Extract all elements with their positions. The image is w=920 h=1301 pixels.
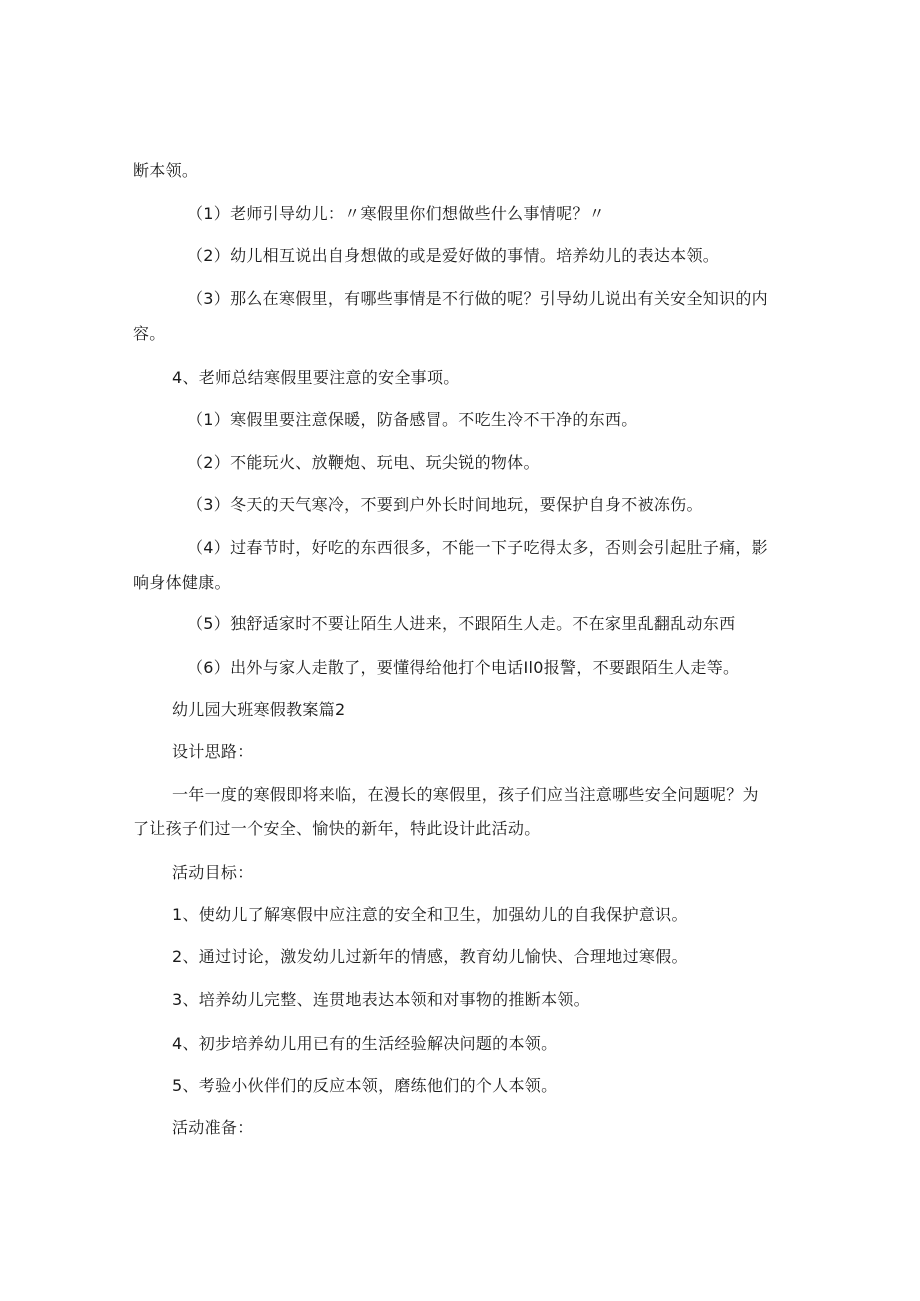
text-line: （1）寒假里要注意保暖，防备感冒。不吃生冷不干净的东西。 xyxy=(187,410,638,429)
text-line: 设计思路： xyxy=(172,742,254,761)
text-line: （2）不能玩火、放鞭炮、玩电、玩尖锐的物体。 xyxy=(187,453,540,472)
section-heading: 幼儿园大班寒假教案篇2 xyxy=(172,700,346,719)
text-line: 一年一度的寒假即将来临，在漫长的寒假里，孩子们应当注意哪些安全问题呢？为 xyxy=(172,785,759,804)
text-line: 活动准备： xyxy=(172,1118,254,1137)
text-line: 2、通过讨论，激发幼儿过新年的情感，教育幼儿愉快、合理地过寒假。 xyxy=(172,947,688,966)
text-line: 断本领。 xyxy=(133,161,199,180)
text-line: （4）过春节时，好吃的东西很多，不能一下子吃得太多，否则会引起肚子痛，影 xyxy=(187,538,768,557)
text-line: （1）老师引导幼儿：〃寒假里你们想做些什么事情呢？〃 xyxy=(187,204,605,223)
text-line: 4、初步培养幼儿用已有的生活经验解决问题的本领。 xyxy=(172,1034,558,1053)
text-line: 了让孩子们过一个安全、愉快的新年，特此设计此活动。 xyxy=(133,819,541,838)
text-line: （5）独舒适家时不要让陌生人进来，不跟陌生人走。不在家里乱翻乱动东西 xyxy=(187,614,736,633)
text-line: 5、考验小伙伴们的反应本领，磨练他们的个人本领。 xyxy=(172,1076,558,1095)
text-line: （2）幼儿相互说出自身想做的或是爱好做的事情。培养幼儿的表达本领。 xyxy=(187,246,720,265)
text-line: 响身体健康。 xyxy=(133,573,231,592)
text-line: 活动目标： xyxy=(172,863,254,882)
text-line: 3、培养幼儿完整、连贯地表达本领和对事物的推断本领。 xyxy=(172,990,590,1009)
text-line: 容。 xyxy=(133,324,166,343)
text-line: （3）那么在寒假里，有哪些事情是不行做的呢？引导幼儿说出有关安全知识的内 xyxy=(187,289,768,308)
text-line: （3）冬天的天气寒冷，不要到户外长时间地玩，要保护自身不被冻伤。 xyxy=(187,495,703,514)
text-line: （6）出外与家人走散了，要懂得给他打个电话Il0报警，不要跟陌生人走等。 xyxy=(187,658,740,677)
text-line: 4、老师总结寒假里要注意的安全事项。 xyxy=(172,368,460,387)
text-line: 1、使幼儿了解寒假中应注意的安全和卫生，加强幼儿的自我保护意识。 xyxy=(172,905,688,924)
